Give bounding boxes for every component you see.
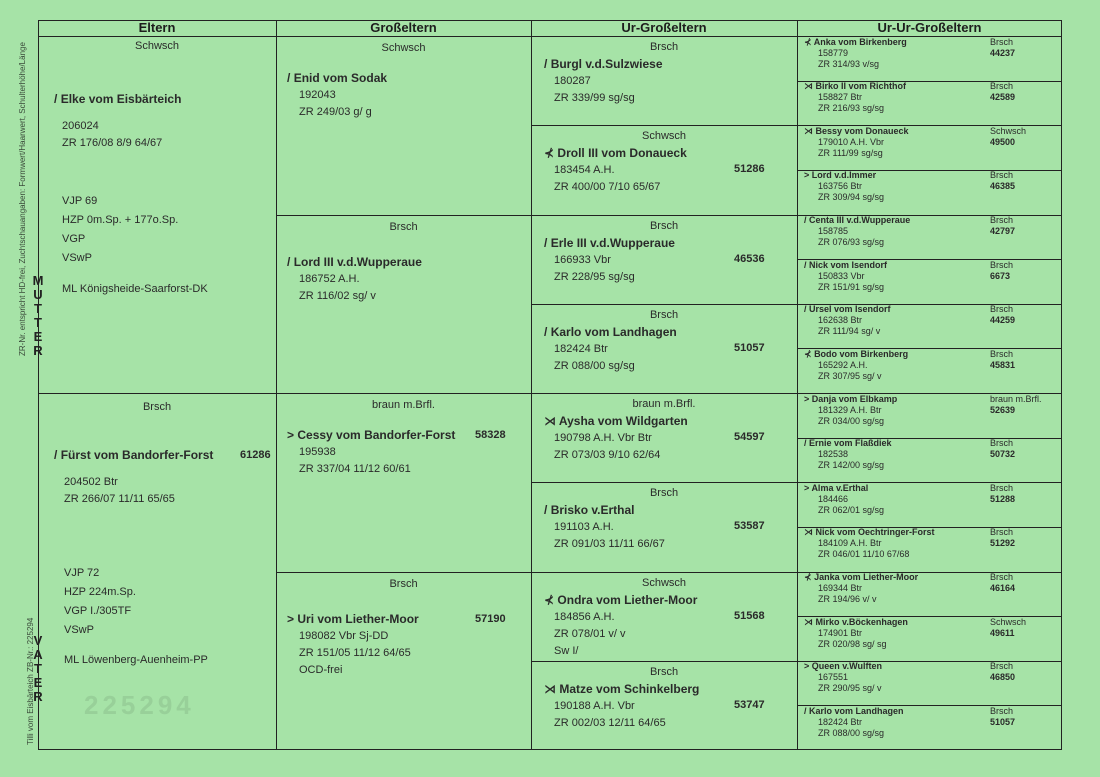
mother-test-vswp: VSwP xyxy=(62,252,92,264)
grandparent-detail: 192043 xyxy=(299,89,336,101)
father-symbol: / xyxy=(54,448,58,462)
ggg-color: Brsch xyxy=(990,348,1014,359)
ggg-zb-number: 158785 xyxy=(818,226,849,236)
grandparent-name: Uri vom Liether-Moor xyxy=(297,611,419,626)
ggg-name: Karlo vom Landhagen xyxy=(809,705,904,716)
grandparent-detail: ZR 337/04 11/12 60/61 xyxy=(299,463,411,475)
great-grandparent-color: Brsch xyxy=(649,665,679,678)
mother-test-vjp: VJP 69 xyxy=(62,195,98,207)
ggg-zr-line: ZR 309/94 sg/sg xyxy=(818,192,885,203)
ggg-name-row xyxy=(804,349,1056,360)
ggg-zb-number: 167551 xyxy=(818,672,849,683)
great-grandparent-symbol: / xyxy=(544,235,548,250)
great-great-grandparent-cell xyxy=(804,661,1056,694)
ggg-zr-line: ZR 216/93 sg/sg xyxy=(818,103,885,114)
great-great-grandparent-cell xyxy=(804,706,1056,739)
ggg-reg: 49500 xyxy=(990,136,1016,147)
great-grandparent-cell xyxy=(534,218,794,286)
great-grandparent-reg: 46536 xyxy=(734,252,765,265)
great-grandparent-detail: 184856 A.H. xyxy=(554,610,615,623)
great-great-grandparent-cell xyxy=(804,527,1056,560)
great-grandparent-reg: 51286 xyxy=(734,163,765,176)
father-color: Brsch xyxy=(142,401,172,413)
great-grandparent-detail: ZR 078/01 v/ v xyxy=(554,627,626,640)
ggg-name-row xyxy=(804,572,1056,583)
ggg-color: braun m.Brfl. xyxy=(990,393,1042,404)
ggg-reg: 46164 xyxy=(990,583,1016,593)
ggg-zb-number: 163756 Btr xyxy=(818,181,863,192)
mother-test-vgp: VGP xyxy=(62,233,86,245)
ggg-name: Lord v.d.Immer xyxy=(811,170,877,181)
ggg-reg: 46385 xyxy=(990,181,1016,192)
ggg-symbol: ⋊ xyxy=(804,616,813,627)
grandparent-name: Lord III v.d.Wupperaue xyxy=(293,254,422,269)
ggg-reg: 51057 xyxy=(990,716,1016,727)
father-name: Fürst vom Bandorfer-Forst xyxy=(60,448,214,462)
ggg-color: Brsch xyxy=(990,170,1014,181)
ggg-name: Mirko v.Böckenhagen xyxy=(815,616,908,627)
great-great-grandparent-cell xyxy=(804,617,1056,650)
ggg-color: Brsch xyxy=(990,438,1014,449)
ggg-symbol: > xyxy=(804,393,810,404)
great-grandparent-name-row xyxy=(534,56,794,73)
ggg-name: Ernie vom Flaßdiek xyxy=(809,438,892,449)
ggg-zb-number: 179010 A.H. Vbr xyxy=(818,136,885,147)
great-grandparent-reg: 53587 xyxy=(734,520,765,533)
great-great-grandparent-cell xyxy=(804,304,1056,337)
grandparent-symbol: / xyxy=(287,254,291,269)
ggg-zr-line: ZR 111/94 sg/ v xyxy=(818,326,881,337)
great-grandparent-color: Brsch xyxy=(649,487,679,500)
ggg-zb-number: 165292 A.H. xyxy=(818,359,868,370)
ggg-zr-line: ZR 307/95 sg/ v xyxy=(818,370,882,381)
great-grandparent-reg: 51057 xyxy=(734,341,765,354)
ggg-color: Brsch xyxy=(990,572,1014,582)
grandparent-cell xyxy=(279,219,528,305)
great-grandparent-color: Brsch xyxy=(649,219,679,232)
ggg-zb-number: 158827 Btr xyxy=(818,92,863,103)
great-grandparent-name: Ondra vom Liether-Moor xyxy=(557,592,698,607)
great-grandparent-symbol: / xyxy=(544,324,548,339)
great-grandparent-color: Brsch xyxy=(649,308,679,321)
ggg-zr-line: ZR 062/01 sg/sg xyxy=(818,504,885,515)
great-grandparent-symbol: ⊀ xyxy=(544,146,555,161)
column-rule xyxy=(531,20,532,750)
ggg-name-row xyxy=(804,483,1056,494)
ggg-zr-line: ZR 020/98 sg/ sg xyxy=(818,638,887,649)
great-grandparent-detail: 190188 A.H. Vbr xyxy=(554,699,635,712)
ggg-color: Brsch xyxy=(990,81,1014,92)
grandparent-color: Brsch xyxy=(389,220,418,233)
ggg-color: Brsch xyxy=(990,705,1014,716)
great-grandparent-reg: 53747 xyxy=(734,698,765,711)
great-grandparent-symbol: ⋊ xyxy=(544,414,556,428)
ggg-zb-number: 184109 A.H. Btr xyxy=(818,538,882,549)
ggg-symbol: / xyxy=(804,259,807,270)
vater-letter: V xyxy=(33,633,43,648)
great-great-grandparent-cell xyxy=(804,483,1056,516)
great-grandparent-name-row xyxy=(534,145,794,162)
grandparent-detail: ZR 151/05 11/12 64/65 xyxy=(299,646,411,659)
great-grandparent-color: braun m.Brfl. xyxy=(632,398,696,410)
ggg-zr-line: ZR 290/95 sg/ v xyxy=(818,683,882,694)
side-note-bottom: Tilli vom Eisbärteich ZB-Nr.: 225294 xyxy=(26,617,35,745)
grandparent-color: Brsch xyxy=(389,577,418,590)
vater-letter: T xyxy=(34,661,42,676)
vater-letter: E xyxy=(33,675,43,690)
great-grandparent-color: Schwsch xyxy=(641,576,687,589)
ggg-reg: 42589 xyxy=(990,92,1016,103)
great-grandparent-name: Matze vom Schinkelberg xyxy=(559,681,700,696)
ggg-color: Brsch xyxy=(990,36,1014,47)
vater-letter: R xyxy=(33,689,43,704)
ggg-name-row xyxy=(804,438,1056,449)
grandparent-symbol: > xyxy=(287,428,295,442)
ggg-zr-line: ZR 076/93 sg/sg xyxy=(818,237,885,247)
ggg-symbol: ⊀ xyxy=(804,572,812,582)
ggg-color: Brsch xyxy=(990,304,1014,315)
father-ml: ML Löwenberg-Auenheim-PP xyxy=(64,654,208,666)
father-test-vswp: VSwP xyxy=(64,624,94,636)
great-grandparent-detail: 191103 A.H. xyxy=(554,521,614,534)
great-grandparent-symbol: / xyxy=(544,503,548,518)
great-great-grandparent-cell xyxy=(804,81,1056,114)
great-grandparent-cell xyxy=(534,575,794,660)
ggg-zr-line: ZR 111/99 sg/sg xyxy=(818,147,883,158)
great-grandparent-detail: 182424 Btr xyxy=(554,342,608,355)
mother-cell xyxy=(40,38,274,298)
ggg-name-row xyxy=(804,215,1056,226)
grandparent-color: Schwsch xyxy=(381,42,426,54)
ggg-name-row xyxy=(804,260,1056,271)
ggg-zr-line: ZR 151/91 sg/sg xyxy=(818,281,885,292)
ggg-zr-line: ZR 088/00 sg/sg xyxy=(818,727,885,738)
ggg-symbol: ⋊ xyxy=(804,527,813,538)
ggg-symbol: > xyxy=(804,661,810,672)
column-rule xyxy=(276,20,277,750)
ggg-zb-number: 150833 Vbr xyxy=(818,270,865,281)
mother-zb-number: 206024 xyxy=(62,120,99,132)
father-tests xyxy=(40,564,274,640)
ggg-symbol: > xyxy=(804,170,810,181)
ggg-name: Janka vom Liether-Moor xyxy=(814,572,919,582)
ggg-zb-number: 174901 Btr xyxy=(818,627,863,638)
great-grandparent-name: Erle III v.d.Wupperaue xyxy=(550,235,675,250)
grandparent-detail: ZR 116/02 sg/ v xyxy=(299,289,376,302)
ggg-zb-number: 182538 xyxy=(818,449,849,460)
ggg-symbol: / xyxy=(804,304,807,315)
father-name-row xyxy=(40,447,274,464)
ggg-color: Schwsch xyxy=(990,125,1027,136)
mother-zr-line: ZR 176/08 8/9 64/67 xyxy=(62,137,163,149)
mutter-letter: E xyxy=(33,329,43,344)
ggg-reg: 44259 xyxy=(990,315,1016,326)
ggg-color: Brsch xyxy=(990,259,1014,270)
ggg-name-row xyxy=(804,81,1056,92)
ggg-zr-line: ZR 194/96 v/ v xyxy=(818,594,877,604)
grandparent-reg: 57190 xyxy=(475,612,506,625)
mutter-letter: M xyxy=(32,273,44,288)
great-grandparent-detail: 190798 A.H. Vbr Btr xyxy=(554,432,652,444)
great-grandparent-detail: ZR 400/00 7/10 65/67 xyxy=(554,181,661,194)
great-grandparent-name: Droll III vom Donaueck xyxy=(557,146,687,161)
great-grandparent-name: Karlo vom Landhagen xyxy=(550,324,677,339)
grandparent-detail: OCD-frei xyxy=(299,663,343,676)
ggg-zb-number: 184466 xyxy=(818,493,849,504)
ggg-color: Brsch xyxy=(990,661,1014,672)
ggg-name: Birko II vom Richthof xyxy=(815,81,907,92)
ggg-name-row xyxy=(804,170,1056,181)
great-grandparent-name-row xyxy=(534,592,794,609)
ggg-color: Brsch xyxy=(990,527,1014,538)
grandparent-name: Cessy vom Bandorfer-Forst xyxy=(297,428,456,442)
great-grandparent-name-row xyxy=(534,502,794,519)
mother-test-hzp: HZP 0m.Sp. + 177o.Sp. xyxy=(62,214,179,226)
great-grandparent-detail: ZR 228/95 sg/sg xyxy=(554,270,635,283)
great-great-grandparent-cell xyxy=(804,170,1056,203)
great-grandparent-detail: 166933 Vbr xyxy=(554,253,611,266)
ggg-symbol: ⋊ xyxy=(804,81,813,92)
header-ur-ur-grosseltern: Ur-Ur-Großeltern xyxy=(877,20,982,35)
father-zr-line: ZR 266/07 11/11 65/65 xyxy=(64,493,175,505)
mother-symbol: / xyxy=(54,92,58,106)
great-grandparent-cell xyxy=(534,396,794,464)
ggg-name: Bessy vom Donaueck xyxy=(815,125,909,136)
great-grandparent-reg: 51568 xyxy=(734,609,765,622)
mutter-letter: T xyxy=(34,315,42,330)
great-grandparent-detail: ZR 088/00 sg/sg xyxy=(554,359,635,372)
grandparent-detail: ZR 249/03 g/ g xyxy=(299,106,372,118)
ggg-zr-line: ZR 142/00 sg/sg xyxy=(818,460,885,471)
great-grandparent-reg: 54597 xyxy=(734,431,765,443)
ggg-name-row xyxy=(804,527,1056,538)
great-grandparent-detail: ZR 091/03 11/11 66/67 xyxy=(554,538,665,551)
great-grandparent-symbol: / xyxy=(544,57,548,71)
ggg-name: Ursel vom Isendorf xyxy=(809,304,891,315)
great-grandparent-cell xyxy=(534,128,794,196)
perforation-number: 225294 xyxy=(84,690,195,720)
ggg-name: Queen v.Wulften xyxy=(811,661,882,672)
great-great-grandparent-cell xyxy=(804,215,1056,248)
great-great-grandparent-cell xyxy=(804,37,1056,70)
father-test-vjp: VJP 72 xyxy=(64,567,100,579)
ggg-reg: 51292 xyxy=(990,538,1016,549)
grandparent-name-row xyxy=(279,427,528,444)
grandparent-name-row xyxy=(279,70,528,87)
ggg-symbol: ⋊ xyxy=(804,125,813,136)
mother-color: Schwsch xyxy=(134,40,180,52)
great-grandparent-name-row xyxy=(534,235,794,252)
ggg-name-row xyxy=(804,661,1056,672)
mother-name: Elke vom Eisbärteich xyxy=(60,92,182,106)
father-test-hzp: HZP 224m.Sp. xyxy=(64,586,136,598)
father-test-vgp: VGP I./305TF xyxy=(64,605,132,617)
ggg-reg: 51288 xyxy=(990,493,1016,504)
ggg-symbol: ⊀ xyxy=(804,348,812,359)
ggg-name: Danja vom Elbkamp xyxy=(811,393,898,404)
father-zb-number: 204502 Btr xyxy=(64,476,118,488)
father-cell xyxy=(40,399,274,669)
great-grandparent-color: Brsch xyxy=(649,41,679,53)
ggg-name: Bodo vom Birkenberg xyxy=(814,348,909,359)
ggg-zb-number: 181329 A.H. Btr xyxy=(818,404,882,415)
grandparent-symbol: > xyxy=(287,611,295,626)
header-eltern: Eltern xyxy=(138,20,176,35)
ggg-zb-number: 162638 Btr xyxy=(818,315,863,326)
great-grandparent-name: Burgl v.d.Sulzwiese xyxy=(550,57,663,71)
ggg-reg: 42797 xyxy=(990,226,1016,236)
ggg-name-row xyxy=(804,304,1056,315)
header-ur-grosseltern: Ur-Großeltern xyxy=(621,20,707,35)
column-rule xyxy=(797,20,798,750)
great-grandparent-detail: ZR 339/99 sg/sg xyxy=(554,92,635,104)
vater-letter: A xyxy=(33,647,43,662)
great-grandparent-detail: ZR 002/03 12/11 64/65 xyxy=(554,716,666,729)
grandparent-name-row xyxy=(279,611,528,628)
great-great-grandparent-cell xyxy=(804,438,1056,471)
grandparent-detail: 186752 A.H. xyxy=(299,272,360,285)
grandparent-reg: 58328 xyxy=(475,429,506,441)
ggg-name: Alma v.Erthal xyxy=(811,482,869,493)
mother-tests xyxy=(40,192,274,268)
side-note-top: ZR-Nr. entspricht HD-frei, Zuchtschauangaben: Formwert/Haarwert, Schulterhöhe/Länge xyxy=(18,42,27,356)
great-grandparent-name: Aysha vom Wildgarten xyxy=(558,414,688,428)
great-grandparent-cell xyxy=(534,307,794,375)
great-grandparent-symbol: ⋊ xyxy=(544,681,556,696)
ggg-zr-line: ZR 046/01 11/10 67/68 xyxy=(818,549,910,560)
ggg-symbol: / xyxy=(804,438,807,449)
ggg-color: Brsch xyxy=(990,482,1014,493)
great-grandparent-color: Schwsch xyxy=(641,130,687,143)
mother-ml: ML Königsheide-Saarforst-DK xyxy=(62,283,208,295)
great-grandparent-cell xyxy=(534,664,794,732)
header-grosseltern: Großeltern xyxy=(370,20,437,35)
mother-name-row xyxy=(40,91,274,108)
ggg-reg: 49611 xyxy=(990,627,1015,638)
ggg-reg: 46850 xyxy=(990,672,1016,683)
grandparent-detail: 195938 xyxy=(299,446,336,458)
great-grandparent-detail: ZR 073/03 9/10 62/64 xyxy=(554,449,661,461)
great-great-grandparent-cell xyxy=(804,349,1056,382)
ggg-name: Nick vom Oechtringer-Forst xyxy=(815,527,935,538)
ggg-color: Brsch xyxy=(990,215,1014,225)
ggg-zb-number: 158779 xyxy=(818,47,849,58)
ggg-zb-number: 169344 Btr xyxy=(818,583,863,593)
great-grandparent-cell xyxy=(534,39,794,107)
ggg-symbol: ⊀ xyxy=(804,36,812,47)
ggg-name-row xyxy=(804,706,1056,717)
great-grandparent-cell xyxy=(534,485,794,553)
grandparent-name: Enid vom Sodak xyxy=(293,71,388,85)
ggg-color: Schwsch xyxy=(990,616,1027,627)
ggg-symbol: / xyxy=(804,215,807,225)
ggg-name: Anka vom Birkenberg xyxy=(813,36,907,47)
ggg-zr-line: ZR 314/93 v/sg xyxy=(818,58,880,69)
ggg-name-row xyxy=(804,37,1056,48)
grandparent-cell xyxy=(279,576,528,679)
great-grandparent-symbol: ⊀ xyxy=(544,592,555,607)
grandparent-color: braun m.Brfl. xyxy=(372,399,435,411)
great-great-grandparent-cell xyxy=(804,260,1056,293)
grandparent-cell xyxy=(279,397,528,478)
grandparent-detail: 198082 Vbr Sj-DD xyxy=(299,629,389,642)
great-grandparent-name: Brisko v.Erthal xyxy=(550,503,635,518)
ggg-name: Centa III v.d.Wupperaue xyxy=(809,215,911,225)
great-grandparent-name-row xyxy=(534,681,794,698)
great-grandparent-detail: 180287 xyxy=(554,75,591,87)
ggg-reg: 45831 xyxy=(990,359,1016,370)
ggg-reg: 52639 xyxy=(990,404,1016,415)
ggg-symbol: > xyxy=(804,482,810,493)
great-great-grandparent-cell xyxy=(804,572,1056,605)
grandparent-cell xyxy=(279,40,528,121)
ggg-symbol: / xyxy=(804,705,807,716)
great-grandparent-name-row xyxy=(534,413,794,430)
ggg-zb-number: 182424 Btr xyxy=(818,716,863,727)
great-grandparent-detail: Sw I/ xyxy=(554,644,579,657)
ggg-reg: 6673 xyxy=(990,270,1011,281)
ggg-reg: 44237 xyxy=(990,47,1016,58)
mutter-letter: T xyxy=(34,301,42,316)
father-reg: 61286 xyxy=(240,449,271,461)
grandparent-symbol: / xyxy=(287,71,291,85)
grandparent-name-row xyxy=(279,254,528,271)
ggg-reg: 50732 xyxy=(990,449,1016,460)
great-grandparent-detail: 183454 A.H. xyxy=(554,164,615,177)
ggg-name: Nick vom Isendorf xyxy=(809,259,888,270)
great-grandparent-name-row xyxy=(534,324,794,341)
mutter-letter: R xyxy=(33,343,43,358)
mutter-letter: U xyxy=(33,287,43,302)
great-great-grandparent-cell xyxy=(804,126,1056,159)
ggg-zr-line: ZR 034/00 sg/sg xyxy=(818,415,885,426)
great-great-grandparent-cell xyxy=(804,394,1056,427)
